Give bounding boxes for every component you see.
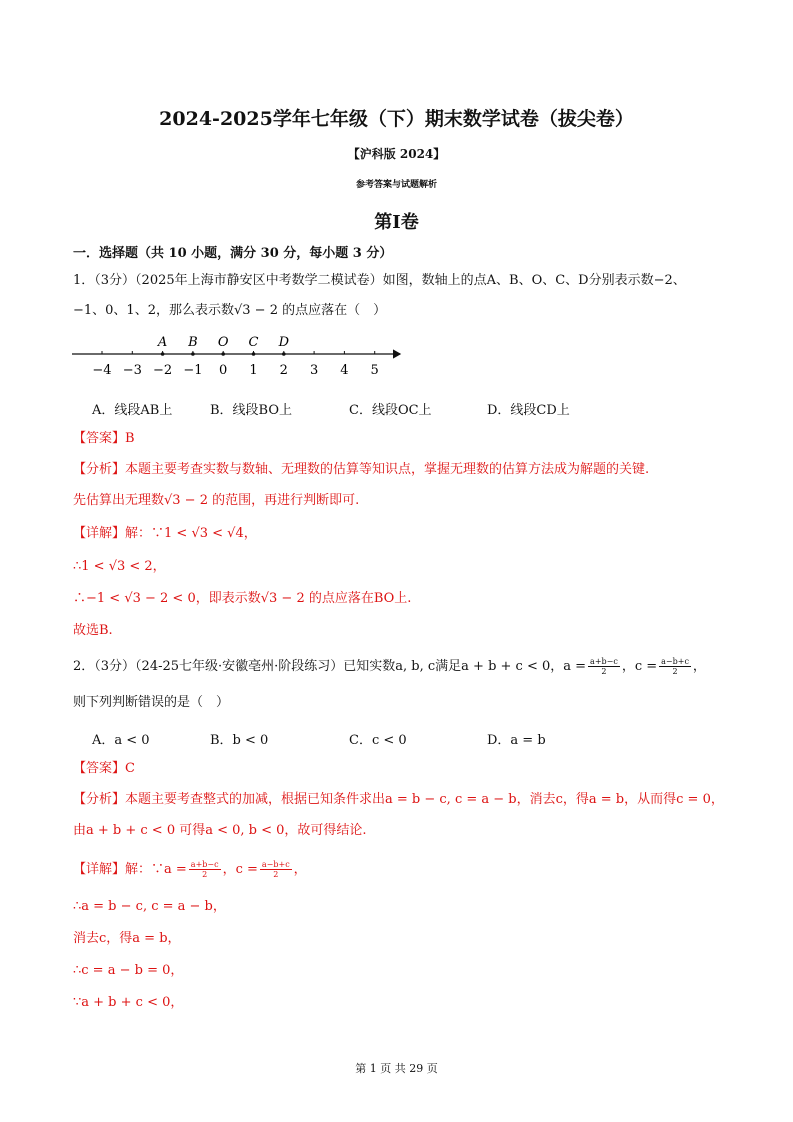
q1-analysis-text-1: 本题主要考查实数与数轴、无理数的估算等知识点，掌握无理数的估算方法成为解题的关键. bbox=[125, 462, 650, 477]
number-line-tick-label: 5 bbox=[370, 363, 379, 378]
q2-fraction-a bbox=[588, 657, 620, 676]
number-line-tick-label: 0 bbox=[219, 363, 228, 378]
q2-option-c: C．c < 0 bbox=[349, 733, 407, 748]
q2-option-a: A．a < 0 bbox=[92, 733, 150, 748]
q1-detail-text-1: 解：∵1 < √3 < √4， bbox=[125, 526, 257, 541]
q1-option-a: A．线段AB上 bbox=[92, 403, 173, 418]
q1-detail-label: 【详解】 bbox=[73, 526, 126, 541]
q2-stem-end: ， bbox=[692, 659, 706, 674]
q2-detail-text-1c: ， bbox=[293, 862, 307, 877]
q2-fraction-a-numerator: a+b−c bbox=[590, 657, 618, 666]
q2-fraction-c bbox=[659, 657, 691, 676]
answer-note: 参考答案与试题解析 bbox=[355, 180, 437, 190]
q2-detail-fraction-a-numerator: a+b−c bbox=[190, 860, 219, 869]
q2-detail bbox=[73, 860, 307, 879]
number-line-point bbox=[221, 352, 225, 356]
q2-option-b: B．b < 0 bbox=[210, 733, 269, 748]
q2-analysis-text-1: 本题主要考查整式的加减，根据已知条件求出a = b − c, c = a − b，消去c，得a = b，从而得c = 0， bbox=[125, 792, 724, 807]
q2-detail-text-1b: ，c = bbox=[222, 862, 258, 877]
q1-option-b: B．线段BO上 bbox=[210, 403, 293, 418]
q1-detail-text-2: ∴1 < √3 < 2， bbox=[73, 559, 166, 574]
q2-fraction-c-denominator: 2 bbox=[672, 667, 678, 676]
q1-analysis bbox=[73, 461, 649, 479]
q2-detail-label: 【详解】 bbox=[73, 862, 126, 877]
number-line-point-label: A bbox=[157, 335, 168, 350]
section-heading: 一．选择题（共 10 小题，满分 30 分，每小题 3 分） bbox=[73, 246, 393, 261]
q1-detail-text-3: ∴−1 < √3 − 2 < 0，即表示数√3 − 2 的点应落在BO上. bbox=[73, 591, 412, 606]
q2-detail-fraction-a-denominator: 2 bbox=[202, 870, 208, 879]
q1-option-d: D．线段CD上 bbox=[487, 403, 570, 418]
q2-detail-text-2: ∴a = b − c, c = a − b， bbox=[73, 899, 226, 914]
number-line-tick-label: 3 bbox=[309, 363, 319, 378]
number-line-point-label: D bbox=[278, 335, 290, 350]
document-title: 2024-2025学年七年级（下）期末数学试卷（拔尖卷） bbox=[159, 108, 634, 130]
q1-analysis-text-2: 先估算出无理数√3 − 2 的范围，再进行判断即可. bbox=[73, 493, 360, 508]
q2-detail-text-4: ∴c = a − b = 0， bbox=[73, 963, 184, 978]
number-line-tick-label: −1 bbox=[183, 363, 203, 378]
q2-analysis-label: 【分析】 bbox=[73, 792, 126, 807]
q2-detail-text-3: 消去c，得a = b， bbox=[73, 931, 181, 946]
q1-analysis-label: 【分析】 bbox=[73, 462, 126, 477]
q2-stem-text: 2．（3分）（24-25七年级·安徽亳州·阶段练习）已知实数a, b, c满足a + b + c < 0，a = bbox=[73, 659, 587, 674]
q2-fraction-c-numerator: a−b+c bbox=[661, 657, 689, 666]
number-line-tick-label: 2 bbox=[279, 363, 288, 378]
q2-detail-fraction-c bbox=[260, 860, 292, 879]
volume-heading: 第I卷 bbox=[374, 212, 419, 233]
q2-fraction-a-denominator: 2 bbox=[601, 667, 607, 676]
q2-analysis-text-2: 由a + b + c < 0 可得a < 0, b < 0，故可得结论. bbox=[73, 823, 367, 838]
number-line-point bbox=[252, 352, 256, 356]
number-line-figure bbox=[70, 330, 410, 380]
q2-answer: 【答案】C bbox=[73, 761, 135, 776]
q1-detail-text-4: 故选B. bbox=[73, 623, 113, 638]
q2-detail-fraction-a bbox=[189, 860, 221, 879]
q2-detail-fraction-c-numerator: a−b+c bbox=[261, 860, 290, 869]
q1-detail bbox=[73, 525, 257, 543]
q2-detail-text-1a: 解：∵a = bbox=[125, 862, 187, 877]
q2-stem-line1 bbox=[73, 657, 706, 676]
q2-option-d: D．a = b bbox=[487, 733, 546, 748]
q2-detail-fraction-c-denominator: 2 bbox=[273, 870, 279, 879]
q2-stem-mid: ，c = bbox=[621, 659, 658, 674]
number-line-tick-label: 4 bbox=[340, 363, 349, 378]
number-line-tick-label: −4 bbox=[92, 363, 112, 378]
q2-analysis bbox=[73, 791, 724, 809]
q1-stem-line1: 1．（3分）（2025年上海市静安区中考数学二模试卷）如图，数轴上的点A、B、O、C、D分别表示数−2、 bbox=[73, 273, 686, 288]
q2-detail-text-5: ∵a + b + c < 0， bbox=[73, 995, 184, 1010]
number-line-tick-label: 1 bbox=[249, 363, 258, 378]
number-line-point-label: B bbox=[188, 335, 198, 350]
number-line-tick-label: −3 bbox=[122, 363, 142, 378]
edition-label: 【沪科版 2024】 bbox=[347, 147, 446, 161]
page-footer: 第 1 页 共 29 页 bbox=[355, 1062, 438, 1075]
number-line-point bbox=[161, 352, 165, 356]
q1-answer: 【答案】B bbox=[73, 431, 135, 446]
number-line-tick-label: −2 bbox=[153, 363, 173, 378]
q1-option-c: C．线段OC上 bbox=[349, 403, 432, 418]
q2-stem-line2: 则下列判断错误的是（ ） bbox=[73, 695, 230, 710]
number-line-point bbox=[282, 352, 286, 356]
number-line-point-label: C bbox=[248, 335, 259, 350]
number-line-point-label: O bbox=[217, 335, 229, 350]
number-line-point bbox=[191, 352, 195, 356]
q1-stem-line2: −1、0、1、2，那么表示数√3 − 2 的点应落在（ ） bbox=[73, 303, 387, 318]
